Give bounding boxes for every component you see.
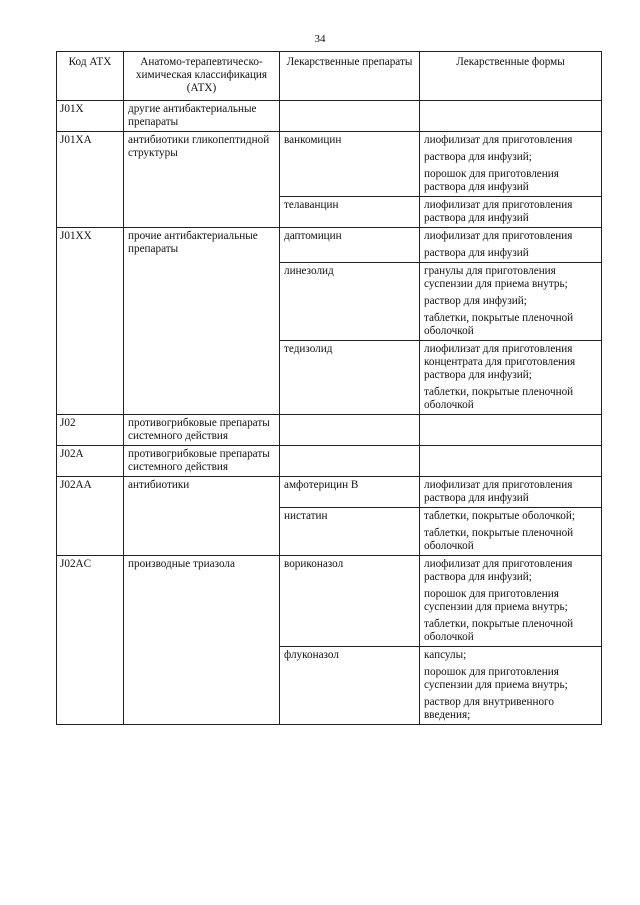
table-row (57, 101, 602, 132)
drug-name: нистатин (280, 508, 420, 556)
atx-classification: противогрибковые препараты системного действия (124, 446, 280, 477)
table-row (57, 446, 602, 477)
table-row (57, 132, 602, 197)
drug-forms (420, 132, 602, 197)
atx-code: J02AA (57, 477, 124, 556)
atx-code: J01XA (57, 132, 124, 228)
table-row (57, 556, 602, 647)
table-row (57, 477, 602, 508)
drug-form: таблетки, покрытые пленочной оболочкой (424, 312, 574, 337)
drug-forms (420, 508, 602, 556)
drug-forms (420, 446, 602, 477)
header-code: Код АТХ (57, 52, 124, 101)
drug-form: раствора для инфузий; (424, 151, 532, 163)
page-number: 34 (314, 33, 326, 45)
drug-name: ванкомицин (280, 132, 420, 197)
drug-form: раствора для инфузий (424, 247, 529, 259)
drug-name: линезолид (280, 263, 420, 341)
atx-code: J02A (57, 446, 124, 477)
atx-classification: антибиотики гликопептидной структуры (124, 132, 280, 228)
drug-name: телаванцин (280, 197, 420, 228)
atx-classification: противогрибковые препараты системного действия (124, 415, 280, 446)
atx-classification: производные триазола (124, 556, 280, 725)
header-drugs: Лекарственные препараты (280, 52, 420, 101)
drug-forms (420, 228, 602, 263)
drug-name (280, 101, 420, 132)
drug-forms (420, 477, 602, 508)
drug-form: порошок для приготовления суспензии для приема внутрь; (424, 588, 568, 613)
drug-forms (420, 341, 602, 415)
table-header-row (57, 52, 602, 101)
header-classification: Анатомо-терапевтическо-химическая классификация (АТХ) (124, 52, 280, 101)
drug-form: таблетки, покрытые пленочной оболочкой (424, 527, 574, 552)
atx-classification: прочие антибактериальные препараты (124, 228, 280, 415)
atx-drug-table (56, 51, 602, 725)
drug-name: тедизолид (280, 341, 420, 415)
drug-form: лиофилизат для приготовления (424, 230, 573, 242)
drug-forms (420, 415, 602, 446)
drug-form: лиофилизат для приготовления раствора для инфузий; (424, 558, 573, 583)
atx-code: J02 (57, 415, 124, 446)
drug-form: таблетки, покрытые оболочкой; (424, 510, 575, 522)
table-row (57, 415, 602, 446)
drug-form: лиофилизат для приготовления (424, 134, 573, 146)
drug-forms (420, 556, 602, 647)
drug-form: лиофилизат для приготовления раствора для инфузий (424, 199, 573, 224)
drug-form: раствор для внутривенного введения; (424, 696, 554, 721)
table-row (57, 228, 602, 263)
atx-code: J01X (57, 101, 124, 132)
drug-form: раствор для инфузий; (424, 295, 527, 307)
drug-name: вориконазол (280, 556, 420, 647)
drug-forms (420, 197, 602, 228)
atx-code: J02AC (57, 556, 124, 725)
drug-form: гранулы для приготовления суспензии для приема внутрь; (424, 265, 568, 290)
drug-forms (420, 101, 602, 132)
atx-classification: антибиотики (124, 477, 280, 556)
atx-code: J01XX (57, 228, 124, 415)
drug-form: лиофилизат для приготовления концентрата для приготовления раствора для инфузий; (424, 343, 576, 381)
drug-name (280, 446, 420, 477)
drug-forms (420, 263, 602, 341)
drug-name: даптомицин (280, 228, 420, 263)
drug-form: лиофилизат для приготовления раствора для инфузий (424, 479, 573, 504)
drug-form: порошок для приготовления суспензии для приема внутрь; (424, 666, 568, 691)
drug-name (280, 415, 420, 446)
drug-form: порошок для приготовления раствора для инфузий (424, 168, 559, 193)
drug-forms (420, 647, 602, 725)
header-forms: Лекарственные формы (420, 52, 602, 101)
drug-name: флуконазол (280, 647, 420, 725)
drug-form: капсулы; (424, 649, 467, 661)
drug-name: амфотерицин В (280, 477, 420, 508)
atx-classification: другие антибактериальные препараты (124, 101, 280, 132)
drug-form: таблетки, покрытые пленочной оболочкой (424, 618, 574, 643)
drug-form: таблетки, покрытые пленочной оболочкой (424, 386, 574, 411)
